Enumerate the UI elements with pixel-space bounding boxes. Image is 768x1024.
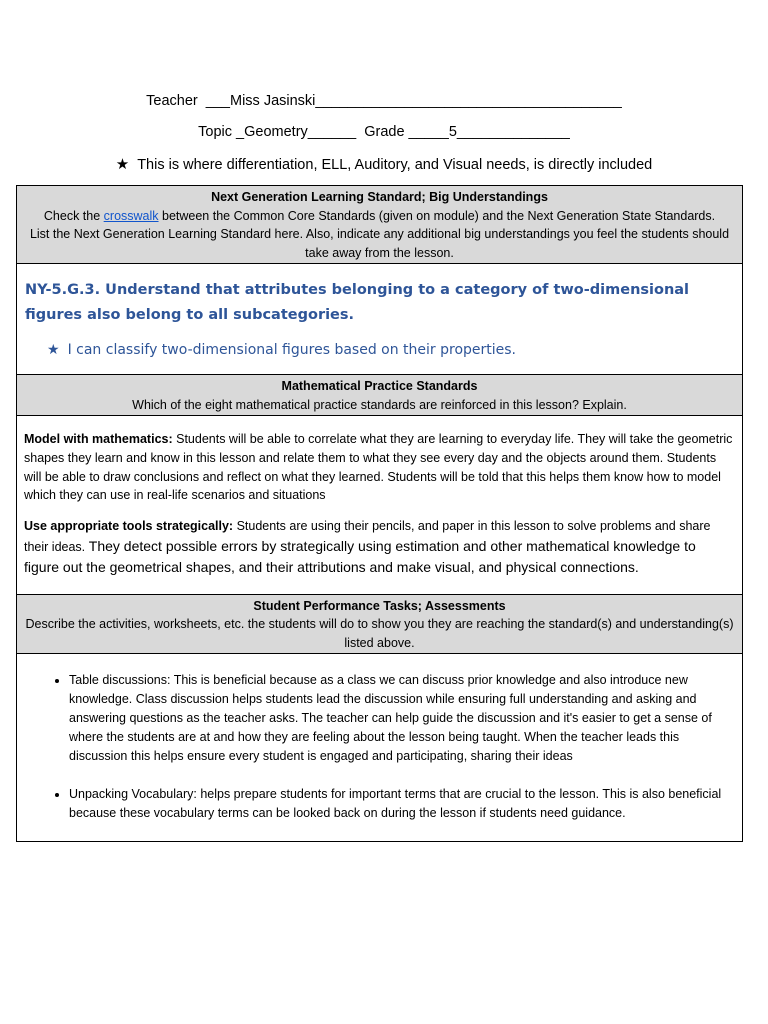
practice-paragraph bbox=[24, 430, 734, 505]
topic-grade-line: Topic _Geometry______ Grade _____5______________ bbox=[198, 124, 570, 140]
list-item: • Table discussions: This is beneficial because as a class we can discuss prior knowledge and also introduce new knowledge. Class discussion helps students lead the discussion while ensuring full understanding and asking and answering questions as the teacher asks. The teacher can help guide the discussion and it's easier to get a sense of where the students are at and how they are feeling about the lesson being taught. When the teacher leads this discussion this helps ensure every student is engaged and participating, sharing their ideas bbox=[69, 671, 732, 766]
crosswalk-link[interactable]: crosswalk bbox=[103, 208, 159, 223]
practice-text: Students will be able to correlate what they are learning to everyday life. They will take the geometric shapes they learn and know in this lesson and relate them to what they see every day and the objects around them. Students will be able to draw conclusions and reflect on what they learned. Students will be told that this helps them know how to model which they can use in real-life scenarios and situations bbox=[24, 432, 733, 503]
practice-label: Use appropriate tools strategically: bbox=[24, 519, 234, 534]
star-icon: ★ bbox=[47, 342, 60, 358]
tasks-content-cell bbox=[17, 654, 743, 842]
i-can-text: I can classify two-dimensional figures based on their properties. bbox=[67, 342, 517, 358]
tasks-section-desc: Describe the activities, worksheets, etc. the students will do to show you they are reaching the standard(s) and understanding(s) listed above. bbox=[25, 617, 734, 650]
practice-text: Students are using their pencils, and paper in this lesson to solve problems and share their ideas. bbox=[24, 519, 711, 554]
tasks-section-title: Student Performance Tasks; Assessments bbox=[253, 598, 506, 613]
teacher-line: Teacher ___Miss Jasinski______________________________________ bbox=[146, 93, 622, 109]
standard-header-cell bbox=[17, 186, 743, 264]
practice-paragraph bbox=[24, 517, 734, 577]
star-icon: ★ bbox=[115, 156, 130, 173]
standard-section-desc bbox=[25, 207, 734, 226]
lesson-plan-table bbox=[16, 185, 743, 842]
practice-text: They detect possible errors by strategically using estimation and other mathematical knowledge to figure out the geometrical shapes, and their attributions and make visual, and physical connections. bbox=[24, 537, 696, 575]
standard-section-title: Next Generation Learning Standard; Big Understandings bbox=[211, 190, 548, 204]
practice-label: Model with mathematics: bbox=[24, 432, 173, 446]
differentiation-note bbox=[0, 155, 768, 173]
desc-text: between the Common Core Standards (given on module) and the Next Generation State Standards. bbox=[158, 208, 716, 223]
practice-header-cell bbox=[17, 375, 743, 416]
desc-text: Check the bbox=[43, 208, 104, 223]
standard-content-cell bbox=[17, 264, 743, 375]
practice-content-cell bbox=[17, 416, 743, 595]
i-can-statement bbox=[25, 342, 734, 358]
standard-section-desc-2: List the Next Generation Learning Standard here. Also, indicate any additional big understandings you feel the students should take away from the lesson. bbox=[29, 227, 730, 260]
tasks-list bbox=[24, 671, 732, 823]
practice-section-title: Mathematical Practice Standards bbox=[281, 379, 478, 393]
list-item: • Unpacking Vocabulary: helps prepare students for important terms that are crucial to the lesson. This is also beneficial because these vocabulary terms can be looked back on during the lesson if students need guidance. bbox=[69, 785, 732, 823]
tasks-header-cell bbox=[17, 594, 743, 654]
practice-section-desc: Which of the eight mathematical practice standards are reinforced in this lesson? Explain. bbox=[132, 397, 627, 412]
standard-text: NY-5.G.3. Understand that attributes belonging to a category of two-dimensional figures also belong to all subcategories. bbox=[25, 282, 690, 323]
differentiation-note-text: This is where differentiation, ELL, Auditory, and Visual needs, is directly included bbox=[137, 157, 653, 173]
